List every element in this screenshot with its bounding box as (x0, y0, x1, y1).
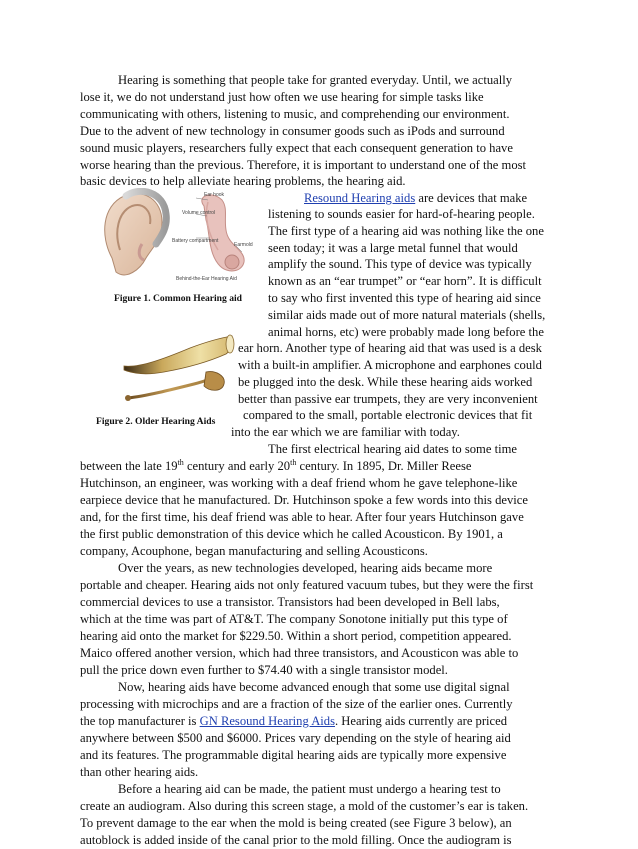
text-line: hearing aid onto the market for $229.50. Within a short period, competition appeared. (80, 629, 512, 643)
text-line: amplify the sound. This type of device was typically (268, 257, 532, 271)
text-line: The first type of a hearing aid was nothing like the one (268, 224, 544, 238)
text-line: portable and cheaper. Hearing aids not only featured vacuum tubes, but they were the first (80, 578, 534, 592)
text-line (80, 458, 471, 475)
text-line: anywhere between $500 and $6000. Prices vary depending on the style of hearing aid (80, 731, 511, 745)
text-line: Over the years, as new technologies developed, hearing aids became more (118, 561, 493, 575)
superscript: th (290, 457, 297, 467)
superscript: th (177, 457, 184, 467)
text-line: pull the price down even further to $74.40 with a single transistor model. (80, 663, 448, 677)
text-line: known as an “ear trumpet” or “ear horn”. It is difficult (268, 274, 542, 288)
text-fragment: century and early 20 (183, 459, 291, 473)
text-line: To prevent damage to the ear when the mold is being created (see Figure 3 below), an (80, 816, 512, 830)
text-line: better than passive ear trumpets, they are very inconvenient (238, 392, 538, 406)
text-line: compared to the small, portable electronic devices that fit (243, 408, 533, 422)
volume-control-label: Volume control (182, 210, 216, 216)
resound-hearing-aids-link[interactable]: Resound Hearing aids (304, 191, 416, 205)
text-line: worse hearing than the previous. Therefore, it is important to understand one of the most (80, 158, 527, 172)
text-line: seen today; it was a large metal funnel that would (268, 241, 518, 255)
text-line: listening to sounds easier for hard-of-hearing people. (268, 207, 535, 221)
text-line: into the ear which we are familiar with today. (231, 425, 460, 439)
figure-1-caption: Figure 1. Common Hearing aid (114, 293, 243, 304)
text-line: basic devices to help alleviate hearing problems, the hearing aid. (80, 174, 406, 188)
text-line: and its features. The programmable digital hearing aids are typically more expensive (80, 748, 507, 762)
text-line: with a built-in amplifier. A microphone and earphones could (238, 358, 542, 372)
text-line: processing with microchips and are a fraction of the size of the earlier ones. Currently (80, 697, 513, 711)
figure-2-caption: Figure 2. Older Hearing Aids (96, 416, 216, 427)
text-line: similar aids made out of more natural materials (shells, (268, 308, 546, 322)
text-line: the first public demonstration of this device which he called Acousticon. By 1901, a (80, 527, 503, 541)
text-line: commercial devices to use a transistor. Transistors had been developed in Bell labs, (80, 595, 500, 609)
text-line (80, 713, 507, 730)
behind-the-ear-hearing-aid-illustration (96, 188, 268, 284)
text-fragment: the top manufacturer is (80, 714, 200, 728)
text-line: to say who first invented this type of hearing aid since (268, 291, 541, 305)
text-line: ear horn. Another type of hearing aid that was used is a desk (238, 341, 542, 355)
text-line: and, for the first time, his deaf friend was able to hear. After four years Hutchinson gave (80, 510, 524, 524)
text-fragment: between the late 19 (80, 459, 178, 473)
text-line: which at the time was part of AT&T. The company Sonotone initially put this type of (80, 612, 508, 626)
text-line: create an audiogram. Also during this screen stage, a mold of the customer’s ear is taken. (80, 799, 529, 813)
text-line: Maico offered another version, which had three transistors, and Acousticon was able to (80, 646, 519, 660)
text-line: sound music players, researchers fully expect that each consequent generation to have (80, 141, 513, 155)
text-line: earpiece device that he manufactured. Dr. Hutchinson spoke a few words into this device (80, 493, 528, 507)
text-line: Now, hearing aids have become advanced enough that some use digital signal (118, 680, 510, 694)
text-fragment: are devices that make (418, 191, 528, 205)
text-line: communicating with others, listening to music, and comprehending our environment. (80, 107, 510, 121)
text-line: lose it, we do not understand just how often we use hearing for simple tasks like (80, 90, 484, 104)
text-line: company, Acouphone, began manufacturing and selling Acousticons. (80, 544, 428, 558)
text-line: autoblock is added inside of the canal prior to the mold filling. Once the audiogram is (80, 833, 512, 847)
text-line: animal horns, etc) were probably made long before the (268, 325, 544, 339)
text-line: Hutchinson, an engineer, was working with a deaf friend whom he gave telephone-like (80, 476, 518, 490)
text-line: Before a hearing aid can be made, the patient must undergo a hearing test to (118, 782, 501, 796)
text-fragment: . Hearing aids currently are priced (334, 714, 508, 728)
text-fragment: century. In 1895, Dr. Miller Reese (296, 459, 472, 473)
bte-hearing-aid-label: Behind-the-Ear Hearing Aid (176, 276, 237, 282)
text-line: Hearing is something that people take for granted everyday. Until, we actually (118, 73, 513, 87)
text-line: The first electrical hearing aid dates to some time (268, 442, 517, 456)
battery-compartment-label: Battery compartment (172, 238, 219, 244)
text-line (304, 190, 527, 207)
text-line: than other hearing aids. (80, 765, 199, 779)
text-line: Due to the advent of new technology in consumer goods such as iPods and surround (80, 124, 505, 138)
gn-resound-hearing-aids-link[interactable]: GN Resound Hearing Aids (199, 714, 335, 728)
ear-hook-label: Ear hook (204, 192, 225, 198)
earmold-label: Earmold (234, 242, 253, 248)
text-line: be plugged into the desk. While these hearing aids worked (238, 375, 533, 389)
older-hearing-aids-illustration (120, 332, 238, 412)
